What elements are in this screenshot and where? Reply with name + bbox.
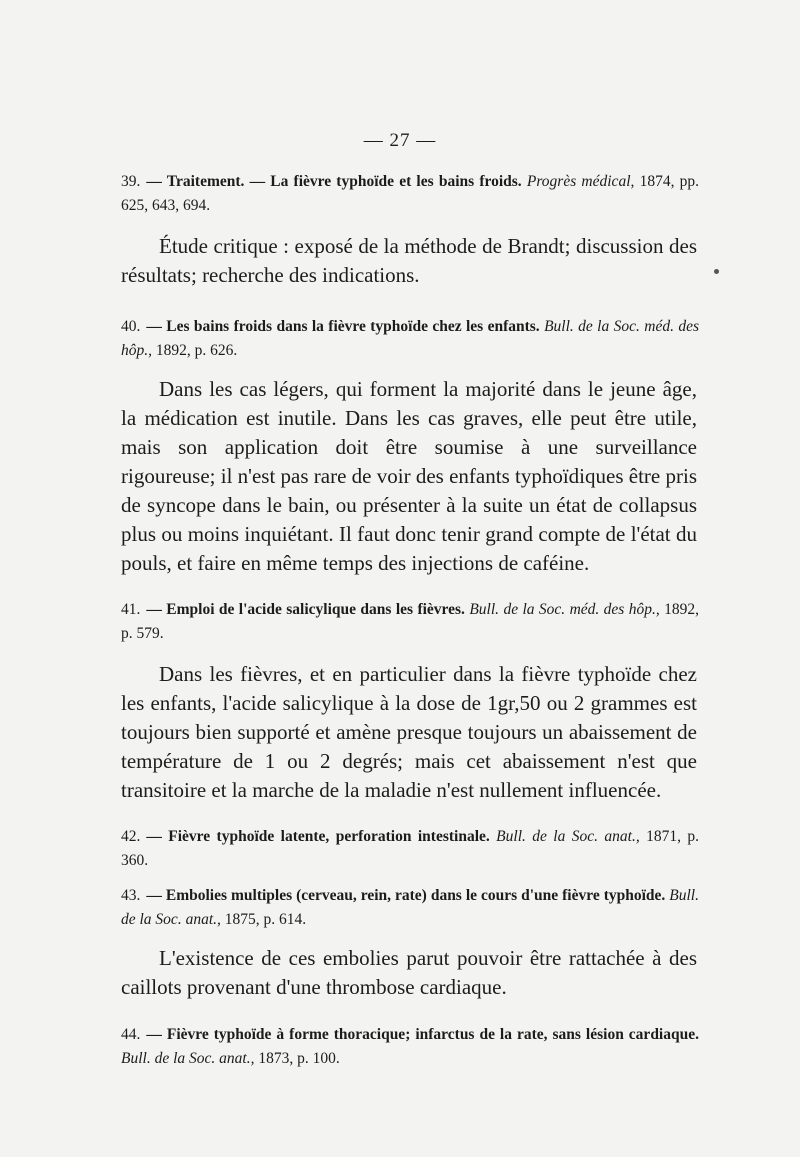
entry-summary-39: Étude critique : exposé de la méthode de Brandt; discussion des résultats; recherche des indications. bbox=[121, 234, 697, 287]
reference-source: Bull. de la Soc. méd. des hôp., bbox=[121, 318, 699, 359]
reference-pages: 1873, p. 100. bbox=[258, 1050, 340, 1067]
reference-entry-40 bbox=[121, 315, 699, 363]
reference-pages: 1871, p. 360. bbox=[121, 828, 700, 869]
reference-pages: 1875, p. 614. bbox=[224, 911, 307, 928]
reference-number: 41. bbox=[121, 601, 141, 618]
reference-pages: 1874, pp. 625, 643, 694. bbox=[121, 173, 699, 214]
reference-number: 43. bbox=[121, 887, 141, 904]
reference-entry-39 bbox=[121, 170, 699, 218]
ink-spot bbox=[714, 269, 719, 274]
reference-entry-44 bbox=[121, 1023, 699, 1071]
reference-title: — Fièvre typhoïde latente, perforation intestinale. bbox=[146, 828, 490, 845]
reference-number: 40. bbox=[121, 318, 141, 335]
reference-number: 44. bbox=[121, 1026, 141, 1043]
reference-source: Progrès médical, bbox=[526, 173, 635, 190]
reference-source: Bull. de la Soc. anat., bbox=[121, 887, 699, 928]
entry-summary-40: Dans les cas légers, qui forment la majorité dans le jeune âge, la médication est inutile. Dans les cas graves, elle peut être utile, mais son application doit être soumise à une surveillance rigoureuse; il n'est pas rare de voir des enfants typhoïdiques être pris de syncope dans le bain, ou présenter à la suite un état de collapsus plus ou moins inquiétant. Il faut donc tenir grand compte de l'état du pouls, et faire en même temps des injections de caféine. bbox=[121, 377, 697, 575]
reference-title: — Embolies multiples (cerveau, rein, rate) dans le cours d'une fièvre typhoïde. bbox=[146, 887, 666, 904]
reference-entry-43 bbox=[121, 884, 699, 932]
reference-number: 42. bbox=[121, 828, 141, 845]
reference-entry-41 bbox=[121, 598, 699, 646]
reference-title: — Les bains froids dans la fièvre typhoïde chez les enfants. bbox=[146, 318, 540, 335]
reference-title: — Fièvre typhoïde à forme thoracique; infarctus de la rate, sans lésion cardiaque. bbox=[146, 1026, 699, 1043]
reference-source: Bull. de la Soc. anat., bbox=[121, 1050, 255, 1067]
reference-entry-42 bbox=[121, 825, 699, 873]
reference-source: Bull. de la Soc. anat., bbox=[496, 828, 640, 845]
reference-pages: 1892, p. 626. bbox=[155, 342, 238, 359]
reference-source: Bull. de la Soc. méd. des hôp., bbox=[469, 601, 660, 618]
reference-pages: 1892, p. 579. bbox=[121, 601, 700, 642]
entry-summary-43: L'existence de ces embolies parut pouvoir être rattachée à des caillots provenant d'une thrombose cardiaque. bbox=[121, 946, 697, 999]
entry-summary-41: Dans les fièvres, et en particulier dans la fièvre typhoïde chez les enfants, l'acide salicylique à la dose de 1gr,50 ou 2 grammes est toujours bien supporté et amène presque toujours un abaissement de température de 1 ou 2 degrés; mais cet abaissement n'est que transitoire et la marche de la maladie n'est nullement influencée. bbox=[121, 662, 697, 802]
reference-number: 39. bbox=[121, 173, 141, 190]
reference-title: — Traitement. — La fièvre typhoïde et les bains froids. bbox=[146, 173, 522, 190]
reference-title: — Emploi de l'acide salicylique dans les fièvres. bbox=[146, 601, 465, 618]
page-number: — 27 — bbox=[363, 130, 437, 151]
